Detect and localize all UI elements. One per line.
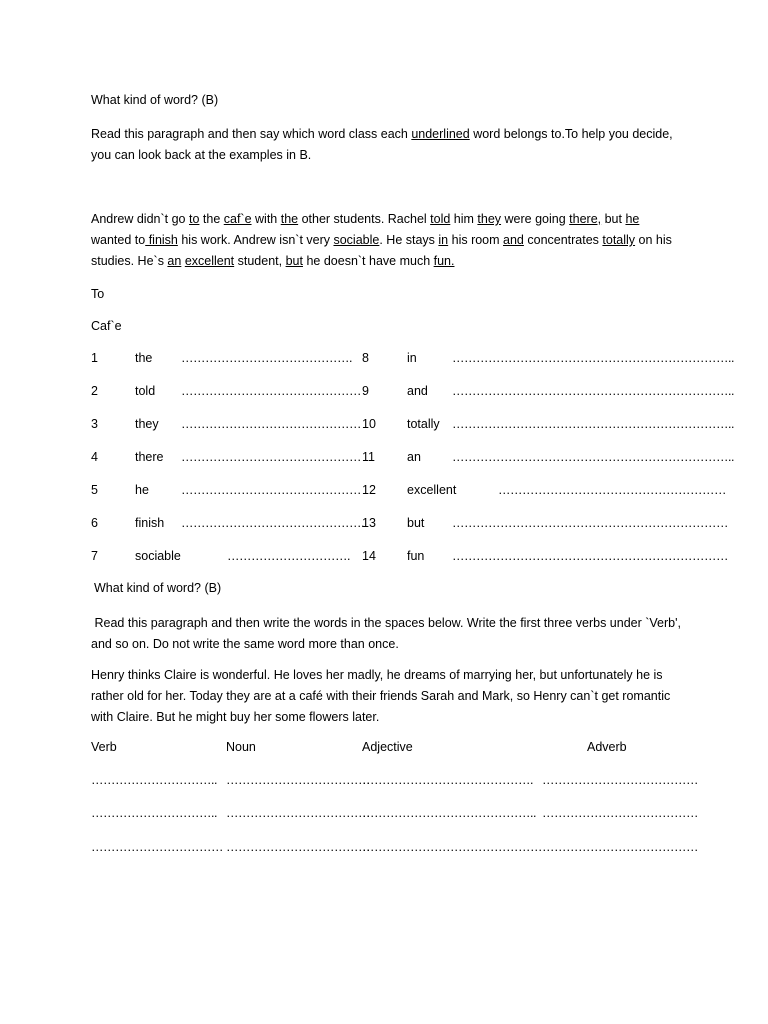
answer-blank[interactable]: …………………………………………………………… [452, 516, 728, 530]
answer-blank[interactable]: ……………………………………… [181, 417, 361, 431]
item-number: 8 [362, 351, 369, 365]
item-number: 13 [362, 516, 376, 530]
item-number: 6 [91, 516, 98, 530]
answer-blank[interactable]: …………………………………………………………….. [452, 384, 734, 398]
answer-blank[interactable]: ………………………………… [542, 840, 698, 854]
answer-blank[interactable]: ………………………………………. [181, 516, 364, 530]
item-number: 2 [91, 384, 98, 398]
paragraph-text: him [450, 212, 478, 226]
section1-title: What kind of word? (B) [91, 93, 219, 107]
paragraph-text: he doesn`t have much [302, 254, 434, 268]
answer-blank[interactable]: …………………………………….. [362, 806, 536, 820]
section2-instruction [91, 613, 691, 655]
item-word: they [135, 417, 159, 431]
paragraph-text: on his studies. He`s [91, 233, 672, 268]
item-number: 12 [362, 483, 376, 497]
answer-blank[interactable]: ……………………………… [226, 773, 370, 787]
answer-blank[interactable]: …………………………………………………………… [452, 549, 728, 563]
underlined-word: caf`e [223, 212, 252, 226]
section2-paragraph: Henry thinks Claire is wonderful. He loves her madly, he dreams of marrying her, but unfortunately he is rather old for her. Today they are at a café with their friends Sarah and Mark, so Henry can`t get romantic with Claire. But he might buy her some flowers later. [91, 668, 671, 724]
answer-blank[interactable]: ……………………………………. [181, 351, 352, 365]
underlined-word: to [188, 212, 200, 226]
item-word: totally [407, 417, 440, 431]
answer-blank[interactable]: …………………………. [227, 549, 350, 563]
answer-blank[interactable]: ………………………………… [542, 773, 698, 787]
underlined-word: and [503, 233, 524, 247]
column-header-adverb: Adverb [587, 740, 627, 754]
paragraph-text: Andrew didn`t go [91, 212, 189, 226]
underlined-word: he [625, 212, 640, 226]
paragraph-text: the [199, 212, 224, 226]
item-number: 4 [91, 450, 98, 464]
answer-blank[interactable]: ………………………….. [91, 773, 217, 787]
column-header-noun: Noun [226, 740, 256, 754]
item-number: 11 [362, 450, 375, 464]
underlined-word: finish [145, 233, 178, 247]
underlined-word: fun. [433, 254, 455, 268]
paragraph-text: his work. Andrew isn`t very [177, 233, 334, 247]
underlined-word: they [477, 212, 502, 226]
item-word: finish [135, 516, 165, 530]
underlined-word: the [280, 212, 299, 226]
item-number: 3 [91, 417, 98, 431]
item-word: fun [407, 549, 425, 563]
item-word: the [135, 351, 153, 365]
paragraph-text: other students. Rachel [298, 212, 431, 226]
answer-blank[interactable]: …………………………………………………………….. [452, 417, 734, 431]
answer-blank[interactable]: ……………………………………… [362, 840, 542, 854]
paragraph-text: his room [448, 233, 504, 247]
item-word: there [135, 450, 164, 464]
item-word: in [407, 351, 417, 365]
answer-blank[interactable]: ……………………………… [226, 806, 370, 820]
paragraph-text: student, [234, 254, 286, 268]
column-header-adjective: Adjective [362, 740, 413, 754]
example-cafe: Caf`e [91, 319, 122, 333]
answer-blank[interactable]: ……………………………………. [362, 773, 533, 787]
item-number: 10 [362, 417, 376, 431]
underlined-word: excellent [184, 254, 235, 268]
underlined-word: totally [602, 233, 636, 247]
answer-blank[interactable]: ………………………………………………… [498, 483, 726, 497]
answer-blank[interactable]: ………………………….. [91, 806, 217, 820]
paragraph-text: with [251, 212, 281, 226]
underlined-word: there, [569, 212, 602, 226]
underlined-word: but [285, 254, 303, 268]
example-to: To [91, 287, 105, 301]
underlined-word: an [167, 254, 182, 268]
item-word: but [407, 516, 425, 530]
instruction-part-1: Read this paragraph and then say which word class each [91, 127, 412, 141]
paragraph-text: were going [501, 212, 570, 226]
underlined-word: told [430, 212, 451, 226]
instruction-part-3: word belongs to.To help you decide, you can look back at the examples in B. [91, 127, 673, 162]
section2-instruction-text: Read this paragraph and then write the words in the spaces below. Write the first three verbs under `Verb', and so on. Do not write the same word more than once. [91, 616, 681, 651]
instruction-underlined-word: underlined [411, 127, 470, 141]
answer-blank[interactable]: …………………………………………………………….. [452, 450, 734, 464]
item-word: told [135, 384, 156, 398]
answer-blank[interactable]: ……………………………………… [181, 483, 361, 497]
item-word: and [407, 384, 428, 398]
section1-instruction [91, 124, 691, 166]
paragraph-text: . He stays [379, 233, 439, 247]
item-word: an [407, 450, 421, 464]
item-word: excellent [407, 483, 457, 497]
answer-blank[interactable]: ……………………………………… [181, 384, 361, 398]
item-word: he [135, 483, 149, 497]
underlined-word: sociable [333, 233, 380, 247]
paragraph-text: wanted to [91, 233, 146, 247]
section2-title: What kind of word? (B) [94, 581, 222, 595]
answer-blank[interactable]: …………………………………………………………….. [452, 351, 734, 365]
paragraph-text: concentrates [523, 233, 603, 247]
paragraph-text: but [601, 212, 626, 226]
item-number: 1 [91, 351, 98, 365]
column-header-verb: Verb [91, 740, 117, 754]
answer-blank[interactable]: ………………………………… [542, 806, 698, 820]
answer-blank[interactable]: ……………………………… [226, 840, 370, 854]
item-number: 9 [362, 384, 369, 398]
item-word: sociable [135, 549, 181, 563]
answer-blank[interactable]: ……………………………………… [181, 450, 361, 464]
item-number: 5 [91, 483, 98, 497]
answer-blank[interactable]: …………………………… [91, 840, 223, 854]
underlined-word: in [438, 233, 449, 247]
item-number: 7 [91, 549, 98, 563]
item-number: 14 [362, 549, 376, 563]
section1-paragraph [91, 209, 683, 272]
